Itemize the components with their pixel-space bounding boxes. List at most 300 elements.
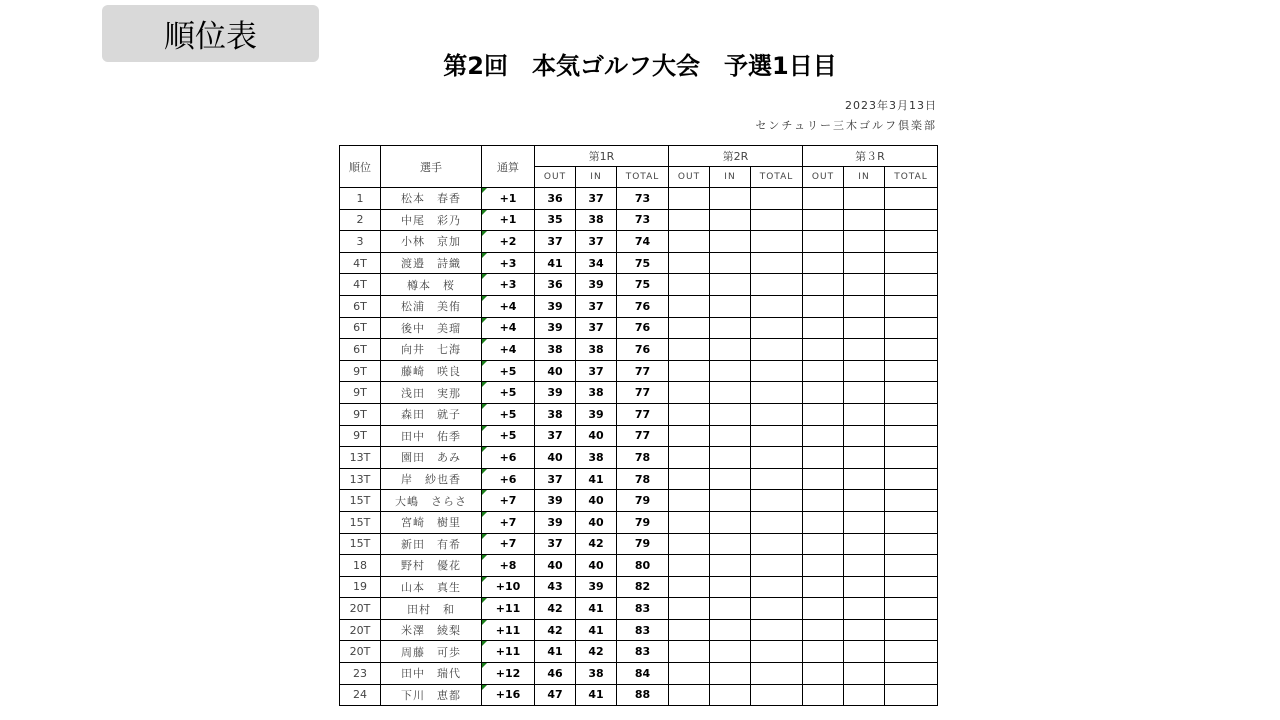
empty-score-cell bbox=[710, 511, 751, 533]
r1-total-cell: 76 bbox=[617, 339, 669, 361]
empty-score-cell bbox=[669, 295, 710, 317]
r1-in-cell: 41 bbox=[576, 684, 617, 706]
table-row bbox=[340, 447, 938, 469]
r1-total-cell: 77 bbox=[617, 382, 669, 404]
empty-score-cell bbox=[751, 511, 803, 533]
r1-in-cell: 38 bbox=[576, 447, 617, 469]
empty-score-cell bbox=[844, 641, 885, 663]
table-row bbox=[340, 360, 938, 382]
empty-score-cell bbox=[710, 468, 751, 490]
cell-marker-icon bbox=[482, 231, 487, 236]
r1-out-cell: 42 bbox=[535, 598, 576, 620]
table-row bbox=[340, 468, 938, 490]
empty-score-cell bbox=[844, 360, 885, 382]
r1-out-cell: 39 bbox=[535, 382, 576, 404]
rank-cell: 20T bbox=[340, 619, 381, 641]
empty-score-cell bbox=[751, 403, 803, 425]
empty-score-cell bbox=[751, 339, 803, 361]
r1-total-cell: 79 bbox=[617, 511, 669, 533]
empty-score-cell bbox=[751, 598, 803, 620]
player-name-cell: 山本 真生 bbox=[381, 576, 482, 598]
player-name-cell: 園田 あみ bbox=[381, 447, 482, 469]
header-round-3: 第３R bbox=[803, 146, 938, 167]
empty-score-cell bbox=[803, 360, 844, 382]
cell-marker-icon bbox=[482, 447, 487, 452]
total-score-value: +3 bbox=[499, 256, 517, 270]
player-name-cell: 新田 有希 bbox=[381, 533, 482, 555]
total-score-cell bbox=[482, 231, 535, 253]
cell-marker-icon bbox=[482, 210, 487, 215]
empty-score-cell bbox=[803, 295, 844, 317]
empty-score-cell bbox=[844, 188, 885, 210]
r1-total-cell: 76 bbox=[617, 317, 669, 339]
empty-score-cell bbox=[844, 447, 885, 469]
event-venue: センチュリー三木ゴルフ倶楽部 bbox=[755, 119, 937, 132]
r1-out-cell: 40 bbox=[535, 360, 576, 382]
empty-score-cell bbox=[885, 619, 938, 641]
empty-score-cell bbox=[844, 209, 885, 231]
empty-score-cell bbox=[710, 576, 751, 598]
rank-cell: 19 bbox=[340, 576, 381, 598]
total-score-cell bbox=[482, 360, 535, 382]
total-score-cell bbox=[482, 403, 535, 425]
r1-out-cell: 39 bbox=[535, 511, 576, 533]
rank-cell: 15T bbox=[340, 490, 381, 512]
r1-out-cell: 39 bbox=[535, 295, 576, 317]
rank-cell: 9T bbox=[340, 425, 381, 447]
rank-cell: 3 bbox=[340, 231, 381, 253]
empty-score-cell bbox=[885, 555, 938, 577]
rank-cell: 6T bbox=[340, 339, 381, 361]
r1-out-cell: 46 bbox=[535, 663, 576, 685]
empty-score-cell bbox=[669, 490, 710, 512]
empty-score-cell bbox=[844, 511, 885, 533]
total-score-value: +7 bbox=[499, 494, 517, 508]
empty-score-cell bbox=[669, 360, 710, 382]
empty-score-cell bbox=[710, 619, 751, 641]
cell-marker-icon bbox=[482, 663, 487, 668]
cell-marker-icon bbox=[482, 598, 487, 603]
empty-score-cell bbox=[669, 555, 710, 577]
total-score-value: +1 bbox=[499, 213, 517, 227]
r1-in-cell: 41 bbox=[576, 468, 617, 490]
empty-score-cell bbox=[885, 447, 938, 469]
r1-total-cell: 75 bbox=[617, 252, 669, 274]
empty-score-cell bbox=[803, 339, 844, 361]
empty-score-cell bbox=[751, 360, 803, 382]
empty-score-cell bbox=[669, 619, 710, 641]
header-r2-out: OUT bbox=[669, 167, 710, 188]
header-round-1: 第1R bbox=[535, 146, 669, 167]
total-score-cell bbox=[482, 252, 535, 274]
rank-cell: 15T bbox=[340, 511, 381, 533]
total-score-cell bbox=[482, 274, 535, 296]
r1-in-cell: 41 bbox=[576, 598, 617, 620]
total-score-cell bbox=[482, 663, 535, 685]
table-row bbox=[340, 598, 938, 620]
rank-cell: 24 bbox=[340, 684, 381, 706]
header-r1-in: IN bbox=[576, 167, 617, 188]
empty-score-cell bbox=[885, 339, 938, 361]
r1-in-cell: 40 bbox=[576, 511, 617, 533]
empty-score-cell bbox=[710, 425, 751, 447]
cell-marker-icon bbox=[482, 188, 487, 193]
table-row bbox=[340, 619, 938, 641]
empty-score-cell bbox=[751, 684, 803, 706]
empty-score-cell bbox=[803, 533, 844, 555]
total-score-cell bbox=[482, 295, 535, 317]
empty-score-cell bbox=[803, 663, 844, 685]
total-score-value: +11 bbox=[495, 623, 521, 637]
r1-total-cell: 79 bbox=[617, 490, 669, 512]
total-score-value: +11 bbox=[495, 602, 521, 616]
empty-score-cell bbox=[669, 382, 710, 404]
empty-score-cell bbox=[751, 555, 803, 577]
empty-score-cell bbox=[844, 231, 885, 253]
total-score-value: +5 bbox=[499, 364, 517, 378]
empty-score-cell bbox=[885, 209, 938, 231]
r1-out-cell: 41 bbox=[535, 252, 576, 274]
player-name-cell: 田中 瑞代 bbox=[381, 663, 482, 685]
empty-score-cell bbox=[710, 295, 751, 317]
r1-total-cell: 76 bbox=[617, 295, 669, 317]
empty-score-cell bbox=[885, 684, 938, 706]
rank-cell: 9T bbox=[340, 360, 381, 382]
rank-cell: 20T bbox=[340, 598, 381, 620]
header-r2-in: IN bbox=[710, 167, 751, 188]
r1-in-cell: 42 bbox=[576, 533, 617, 555]
empty-score-cell bbox=[669, 231, 710, 253]
player-name-cell: 樽本 桜 bbox=[381, 274, 482, 296]
total-score-cell bbox=[482, 425, 535, 447]
empty-score-cell bbox=[751, 425, 803, 447]
table-row bbox=[340, 382, 938, 404]
r1-in-cell: 38 bbox=[576, 339, 617, 361]
player-name-cell: 大嶋 さらさ bbox=[381, 490, 482, 512]
rank-cell: 6T bbox=[340, 295, 381, 317]
r1-total-cell: 77 bbox=[617, 403, 669, 425]
rank-cell: 15T bbox=[340, 533, 381, 555]
header-r3-out: OUT bbox=[803, 167, 844, 188]
empty-score-cell bbox=[844, 468, 885, 490]
header-r1-out: OUT bbox=[535, 167, 576, 188]
rank-cell: 23 bbox=[340, 663, 381, 685]
empty-score-cell bbox=[751, 641, 803, 663]
total-score-cell bbox=[482, 641, 535, 663]
empty-score-cell bbox=[844, 684, 885, 706]
cell-marker-icon bbox=[482, 685, 487, 690]
empty-score-cell bbox=[710, 490, 751, 512]
empty-score-cell bbox=[669, 425, 710, 447]
table-row bbox=[340, 209, 938, 231]
r1-total-cell: 80 bbox=[617, 555, 669, 577]
empty-score-cell bbox=[669, 403, 710, 425]
empty-score-cell bbox=[844, 533, 885, 555]
empty-score-cell bbox=[710, 317, 751, 339]
table-row bbox=[340, 274, 938, 296]
total-score-value: +5 bbox=[499, 407, 517, 421]
empty-score-cell bbox=[844, 555, 885, 577]
r1-in-cell: 39 bbox=[576, 576, 617, 598]
total-score-value: +10 bbox=[495, 580, 521, 594]
total-score-cell bbox=[482, 209, 535, 231]
cell-marker-icon bbox=[482, 382, 487, 387]
r1-out-cell: 47 bbox=[535, 684, 576, 706]
cell-marker-icon bbox=[482, 253, 487, 258]
empty-score-cell bbox=[710, 403, 751, 425]
event-date: 2023年3月13日 bbox=[845, 99, 937, 112]
r1-out-cell: 42 bbox=[535, 619, 576, 641]
player-name-cell: 浅田 実那 bbox=[381, 382, 482, 404]
empty-score-cell bbox=[710, 447, 751, 469]
empty-score-cell bbox=[803, 209, 844, 231]
empty-score-cell bbox=[885, 468, 938, 490]
rank-cell: 13T bbox=[340, 468, 381, 490]
empty-score-cell bbox=[844, 274, 885, 296]
empty-score-cell bbox=[751, 533, 803, 555]
cell-marker-icon bbox=[482, 577, 487, 582]
empty-score-cell bbox=[803, 490, 844, 512]
r1-in-cell: 38 bbox=[576, 209, 617, 231]
empty-score-cell bbox=[885, 533, 938, 555]
table-row bbox=[340, 555, 938, 577]
r1-total-cell: 83 bbox=[617, 641, 669, 663]
empty-score-cell bbox=[844, 619, 885, 641]
r1-in-cell: 37 bbox=[576, 231, 617, 253]
player-name-cell: 周藤 可歩 bbox=[381, 641, 482, 663]
r1-out-cell: 37 bbox=[535, 425, 576, 447]
empty-score-cell bbox=[710, 382, 751, 404]
r1-total-cell: 88 bbox=[617, 684, 669, 706]
empty-score-cell bbox=[803, 382, 844, 404]
total-score-value: +4 bbox=[499, 321, 517, 335]
empty-score-cell bbox=[751, 295, 803, 317]
total-score-value: +1 bbox=[499, 191, 517, 205]
r1-out-cell: 38 bbox=[535, 339, 576, 361]
r1-out-cell: 39 bbox=[535, 317, 576, 339]
empty-score-cell bbox=[803, 252, 844, 274]
empty-score-cell bbox=[885, 295, 938, 317]
leaderboard-table bbox=[339, 145, 938, 706]
table-row bbox=[340, 403, 938, 425]
empty-score-cell bbox=[669, 511, 710, 533]
empty-score-cell bbox=[710, 252, 751, 274]
empty-score-cell bbox=[710, 598, 751, 620]
r1-in-cell: 40 bbox=[576, 425, 617, 447]
empty-score-cell bbox=[803, 468, 844, 490]
empty-score-cell bbox=[751, 252, 803, 274]
empty-score-cell bbox=[751, 188, 803, 210]
total-score-cell bbox=[482, 555, 535, 577]
table-row bbox=[340, 511, 938, 533]
player-name-cell: 森田 就子 bbox=[381, 403, 482, 425]
r1-total-cell: 84 bbox=[617, 663, 669, 685]
empty-score-cell bbox=[844, 382, 885, 404]
player-name-cell: 松本 春香 bbox=[381, 188, 482, 210]
total-score-value: +7 bbox=[499, 537, 517, 551]
empty-score-cell bbox=[885, 274, 938, 296]
total-score-cell bbox=[482, 490, 535, 512]
total-score-cell bbox=[482, 598, 535, 620]
empty-score-cell bbox=[885, 576, 938, 598]
r1-total-cell: 77 bbox=[617, 360, 669, 382]
empty-score-cell bbox=[710, 339, 751, 361]
empty-score-cell bbox=[669, 641, 710, 663]
header-total: 通算 bbox=[482, 146, 535, 188]
table-row bbox=[340, 339, 938, 361]
empty-score-cell bbox=[844, 663, 885, 685]
empty-score-cell bbox=[844, 339, 885, 361]
empty-score-cell bbox=[669, 209, 710, 231]
r1-total-cell: 78 bbox=[617, 447, 669, 469]
total-score-cell bbox=[482, 468, 535, 490]
player-name-cell: 米澤 綾梨 bbox=[381, 619, 482, 641]
total-score-value: +12 bbox=[495, 666, 521, 680]
r1-out-cell: 36 bbox=[535, 188, 576, 210]
cell-marker-icon bbox=[482, 274, 487, 279]
player-name-cell: 渡邉 詩織 bbox=[381, 252, 482, 274]
rank-cell: 18 bbox=[340, 555, 381, 577]
total-score-value: +8 bbox=[499, 558, 517, 572]
r1-in-cell: 34 bbox=[576, 252, 617, 274]
total-score-cell bbox=[482, 188, 535, 210]
r1-out-cell: 40 bbox=[535, 447, 576, 469]
rank-cell: 13T bbox=[340, 447, 381, 469]
r1-out-cell: 43 bbox=[535, 576, 576, 598]
header-player: 選手 bbox=[381, 146, 482, 188]
cell-marker-icon bbox=[482, 361, 487, 366]
r1-in-cell: 38 bbox=[576, 663, 617, 685]
empty-score-cell bbox=[885, 382, 938, 404]
empty-score-cell bbox=[669, 339, 710, 361]
header-round-2: 第2R bbox=[669, 146, 803, 167]
empty-score-cell bbox=[710, 663, 751, 685]
rank-cell: 9T bbox=[340, 403, 381, 425]
r1-total-cell: 78 bbox=[617, 468, 669, 490]
empty-score-cell bbox=[844, 425, 885, 447]
total-score-value: +4 bbox=[499, 299, 517, 313]
empty-score-cell bbox=[885, 425, 938, 447]
empty-score-cell bbox=[751, 468, 803, 490]
r1-in-cell: 38 bbox=[576, 382, 617, 404]
empty-score-cell bbox=[710, 360, 751, 382]
total-score-cell bbox=[482, 339, 535, 361]
table-row bbox=[340, 295, 938, 317]
rank-cell: 4T bbox=[340, 252, 381, 274]
empty-score-cell bbox=[669, 468, 710, 490]
total-score-cell bbox=[482, 533, 535, 555]
empty-score-cell bbox=[844, 598, 885, 620]
empty-score-cell bbox=[669, 317, 710, 339]
empty-score-cell bbox=[751, 231, 803, 253]
table-row bbox=[340, 231, 938, 253]
r1-in-cell: 37 bbox=[576, 317, 617, 339]
r1-in-cell: 37 bbox=[576, 188, 617, 210]
empty-score-cell bbox=[803, 555, 844, 577]
empty-score-cell bbox=[885, 188, 938, 210]
rank-cell: 6T bbox=[340, 317, 381, 339]
empty-score-cell bbox=[669, 598, 710, 620]
empty-score-cell bbox=[751, 663, 803, 685]
empty-score-cell bbox=[885, 360, 938, 382]
empty-score-cell bbox=[803, 619, 844, 641]
r1-in-cell: 39 bbox=[576, 403, 617, 425]
cell-marker-icon bbox=[482, 339, 487, 344]
empty-score-cell bbox=[751, 619, 803, 641]
player-name-cell: 田村 和 bbox=[381, 598, 482, 620]
total-score-value: +6 bbox=[499, 472, 517, 486]
empty-score-cell bbox=[669, 533, 710, 555]
empty-score-cell bbox=[803, 641, 844, 663]
empty-score-cell bbox=[710, 274, 751, 296]
r1-total-cell: 79 bbox=[617, 533, 669, 555]
empty-score-cell bbox=[669, 252, 710, 274]
r1-out-cell: 41 bbox=[535, 641, 576, 663]
empty-score-cell bbox=[669, 684, 710, 706]
r1-in-cell: 40 bbox=[576, 555, 617, 577]
cell-marker-icon bbox=[482, 641, 487, 646]
empty-score-cell bbox=[803, 511, 844, 533]
rank-cell: 9T bbox=[340, 382, 381, 404]
total-score-value: +11 bbox=[495, 645, 521, 659]
total-score-value: +6 bbox=[499, 450, 517, 464]
rank-cell: 4T bbox=[340, 274, 381, 296]
empty-score-cell bbox=[710, 555, 751, 577]
empty-score-cell bbox=[885, 252, 938, 274]
player-name-cell: 中尾 彩乃 bbox=[381, 209, 482, 231]
empty-score-cell bbox=[844, 576, 885, 598]
empty-score-cell bbox=[751, 209, 803, 231]
empty-score-cell bbox=[803, 231, 844, 253]
player-name-cell: 向井 七海 bbox=[381, 339, 482, 361]
r1-out-cell: 37 bbox=[535, 231, 576, 253]
r1-total-cell: 82 bbox=[617, 576, 669, 598]
player-name-cell: 後中 美瑠 bbox=[381, 317, 482, 339]
empty-score-cell bbox=[803, 188, 844, 210]
r1-in-cell: 37 bbox=[576, 360, 617, 382]
table-row bbox=[340, 533, 938, 555]
empty-score-cell bbox=[669, 447, 710, 469]
player-name-cell: 藤崎 咲良 bbox=[381, 360, 482, 382]
total-score-cell bbox=[482, 382, 535, 404]
player-name-cell: 宮崎 樹里 bbox=[381, 511, 482, 533]
player-name-cell: 松浦 美侑 bbox=[381, 295, 482, 317]
cell-marker-icon bbox=[482, 512, 487, 517]
total-score-cell bbox=[482, 576, 535, 598]
empty-score-cell bbox=[844, 403, 885, 425]
empty-score-cell bbox=[885, 598, 938, 620]
empty-score-cell bbox=[751, 274, 803, 296]
cell-marker-icon bbox=[482, 426, 487, 431]
empty-score-cell bbox=[710, 188, 751, 210]
empty-score-cell bbox=[885, 490, 938, 512]
empty-score-cell bbox=[751, 490, 803, 512]
table-row bbox=[340, 317, 938, 339]
empty-score-cell bbox=[751, 447, 803, 469]
page-title: 第2回 本気ゴルフ大会 予選1日目 bbox=[443, 52, 837, 80]
player-name-cell: 田中 佑季 bbox=[381, 425, 482, 447]
total-score-value: +16 bbox=[495, 688, 521, 702]
r1-out-cell: 36 bbox=[535, 274, 576, 296]
total-score-value: +5 bbox=[499, 429, 517, 443]
r1-out-cell: 40 bbox=[535, 555, 576, 577]
table-row bbox=[340, 188, 938, 210]
r1-total-cell: 74 bbox=[617, 231, 669, 253]
page-badge: 順位表 bbox=[102, 5, 319, 62]
empty-score-cell bbox=[751, 576, 803, 598]
total-score-value: +7 bbox=[499, 515, 517, 529]
empty-score-cell bbox=[710, 533, 751, 555]
